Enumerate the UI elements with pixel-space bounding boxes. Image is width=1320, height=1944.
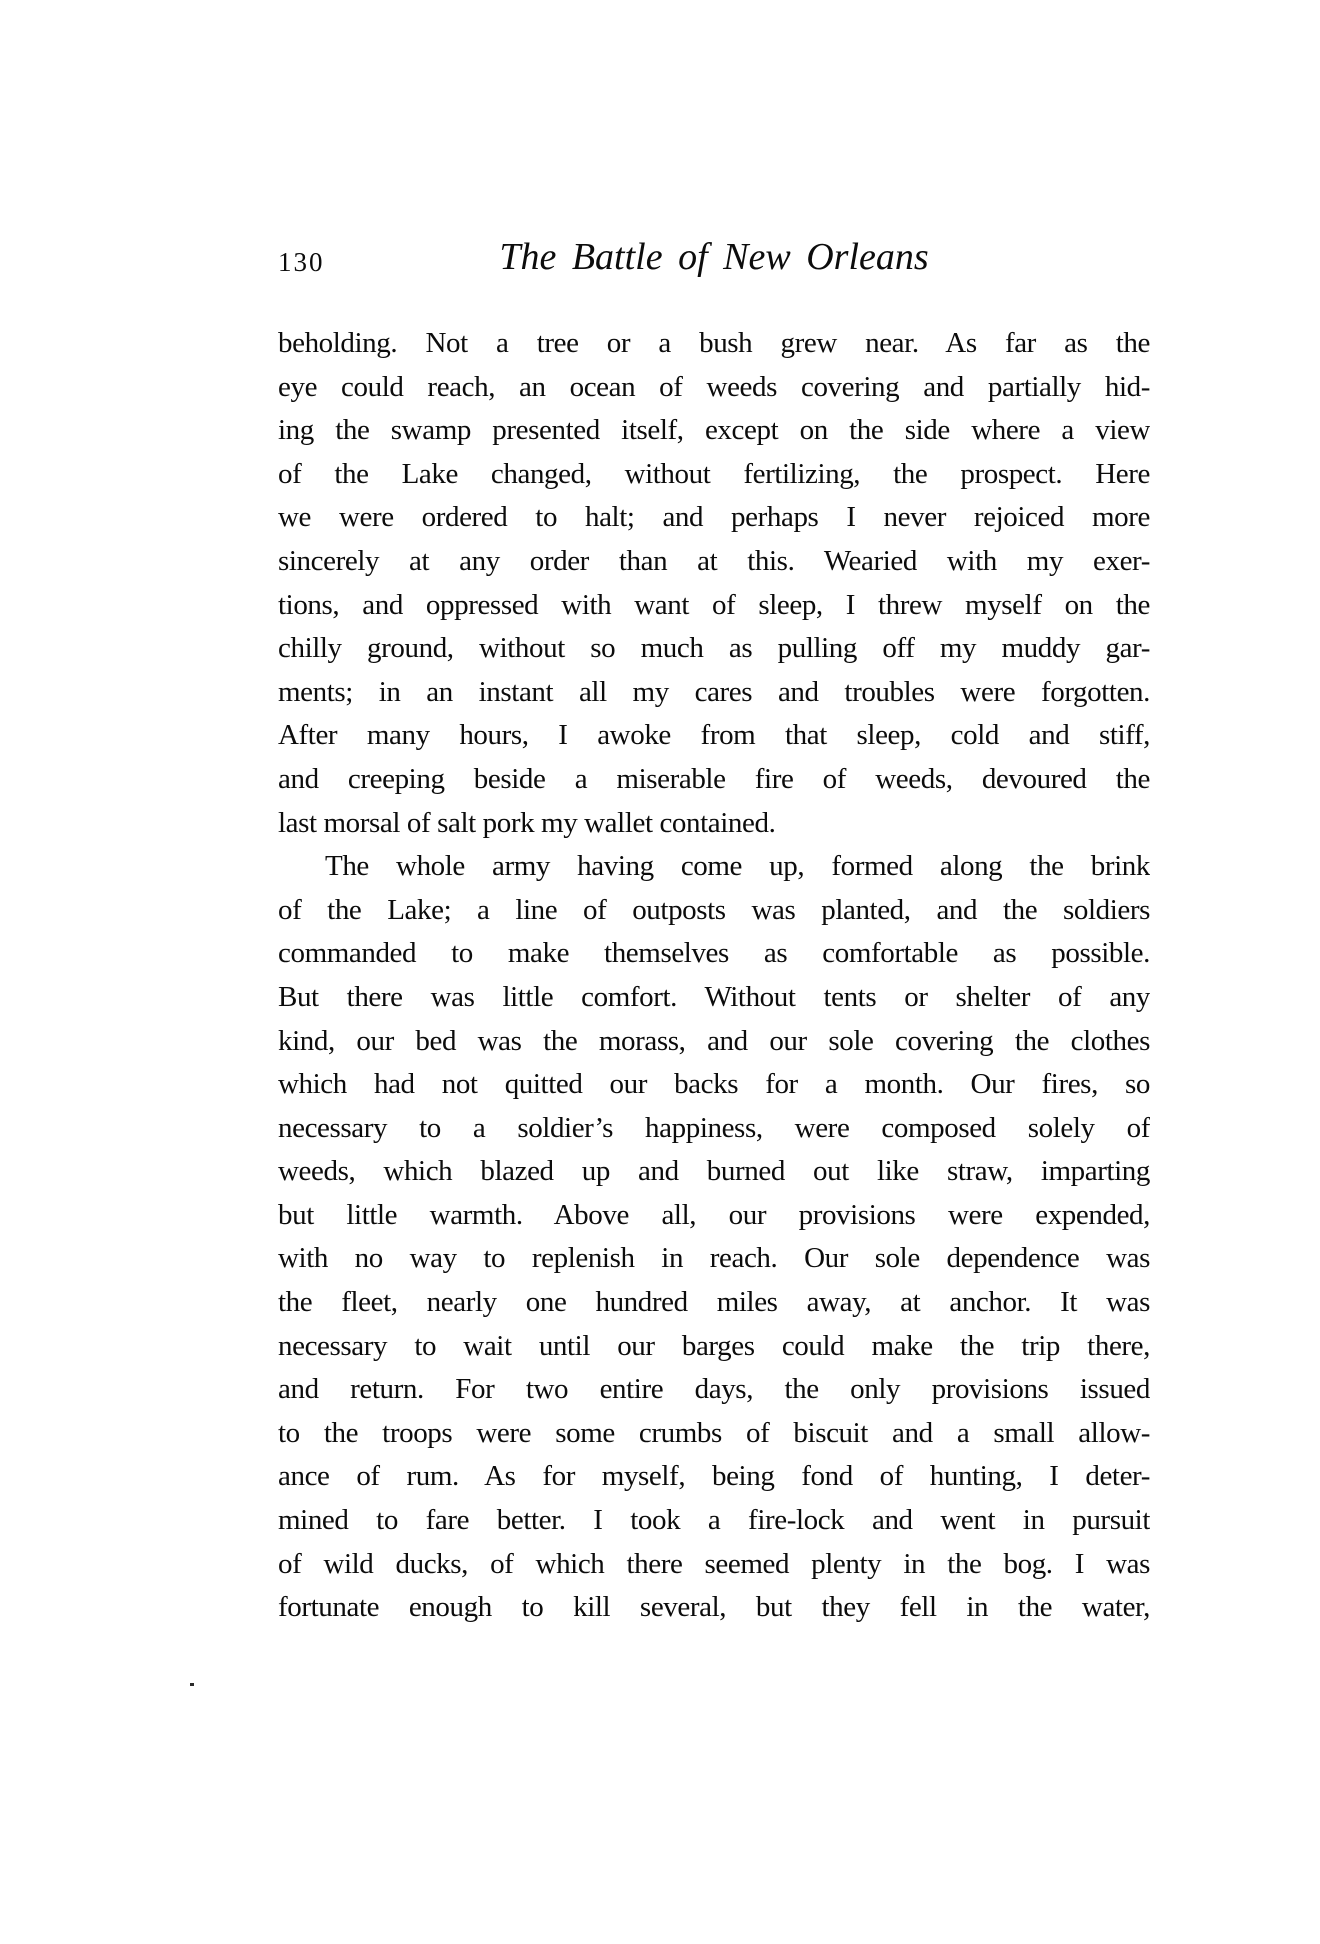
text-line: with no way to replenish in reach. Our sole dependence was	[278, 1242, 1150, 1275]
text-line: and creeping beside a miserable fire of weeds, devoured the	[278, 762, 1150, 795]
text-line: ance of rum. As for myself, being fond of hunting, I deter-	[278, 1460, 1150, 1493]
text-line: of the Lake; a line of outposts was planted, and the soldiers	[278, 893, 1150, 926]
text-line: The whole army having come up, formed along the brink	[325, 850, 1150, 883]
text-line: last morsal of salt pork my wallet contained.	[278, 806, 776, 839]
page-number: 130	[278, 247, 325, 277]
text-block	[278, 322, 1150, 1630]
text-line: necessary to wait until our barges could make the trip there,	[278, 1329, 1150, 1362]
text-line: the fleet, nearly one hundred miles away, at anchor. It was	[278, 1286, 1150, 1319]
ink-speck-artifact	[190, 1683, 194, 1686]
text-line: weeds, which blazed up and burned out like straw, imparting	[278, 1155, 1150, 1188]
text-line: of the Lake changed, without fertilizing, the prospect. Here	[278, 457, 1150, 490]
text-line: necessary to a soldier’s happiness, were composed solely of	[278, 1111, 1150, 1144]
text-line: ments; in an instant all my cares and troubles were forgotten.	[278, 675, 1150, 708]
text-line: we were ordered to halt; and perhaps I never rejoiced more	[278, 501, 1150, 534]
text-line: chilly ground, without so much as pulling off my muddy gar-	[278, 632, 1150, 665]
text-line: and return. For two entire days, the only provisions issued	[278, 1373, 1150, 1406]
text-line: tions, and oppressed with want of sleep, I threw myself on the	[278, 588, 1150, 621]
text-line: But there was little comfort. Without tents or shelter of any	[278, 980, 1150, 1013]
text-line: ing the swamp presented itself, except on the side where a view	[278, 414, 1150, 447]
running-head-title: The Battle of New Orleans	[499, 236, 929, 278]
text-line: of wild ducks, of which there seemed plenty in the bog. I was	[278, 1547, 1150, 1580]
text-line: mined to fare better. I took a fire-lock and went in pursuit	[278, 1504, 1150, 1537]
text-line: After many hours, I awoke from that sleep, cold and stiff,	[278, 719, 1150, 752]
text-line: fortunate enough to kill several, but they fell in the water,	[278, 1591, 1150, 1624]
text-line: beholding. Not a tree or a bush grew near. As far as the	[278, 327, 1150, 359]
text-line: commanded to make themselves as comfortable as possible.	[278, 937, 1150, 970]
text-line: but little warmth. Above all, our provisions were expended,	[278, 1198, 1150, 1231]
paragraph	[278, 322, 1150, 845]
text-line: eye could reach, an ocean of weeds covering and partially hid-	[278, 370, 1150, 403]
paragraph	[278, 845, 1150, 1630]
text-line: to the troops were some crumbs of biscuit and a small allow-	[278, 1416, 1150, 1449]
text-line: sincerely at any order than at this. Wearied with my exer-	[278, 544, 1150, 577]
text-line: which had not quitted our backs for a month. Our fires, so	[278, 1068, 1150, 1101]
text-line: kind, our bed was the morass, and our sole covering the clothes	[278, 1024, 1150, 1057]
